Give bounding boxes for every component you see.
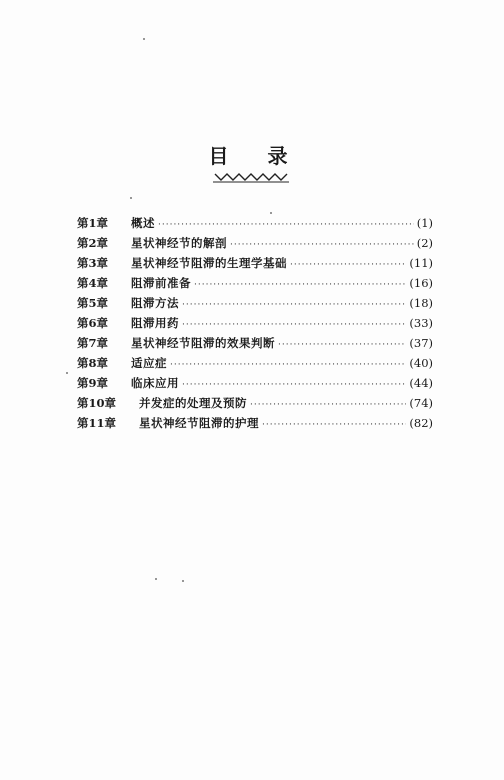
chapter-number: 第9章: [77, 376, 109, 390]
scan-speck: [270, 212, 272, 214]
toc-entry[interactable]: [77, 295, 433, 315]
toc-entry[interactable]: [77, 395, 433, 415]
chapter-title: 星状神经节的解剖: [131, 236, 227, 250]
dot-leader: [194, 280, 406, 290]
page-number: (11): [409, 256, 433, 270]
page-number: (2): [416, 236, 433, 250]
title-ornament: [213, 171, 289, 183]
dot-leader: [182, 300, 406, 310]
toc-entry[interactable]: [77, 235, 433, 255]
page-number: (16): [409, 276, 433, 290]
chapter-number: 第1章: [77, 216, 109, 230]
chapter-number: 第4章: [77, 276, 109, 290]
dot-leader: [182, 380, 406, 390]
page-number: (74): [409, 396, 433, 410]
chapter-number: 第10章: [77, 396, 117, 410]
scan-speck: [155, 578, 157, 580]
chapter-title: 阻滞前准备: [131, 276, 191, 290]
dot-leader: [290, 260, 406, 270]
toc-entry[interactable]: [77, 275, 433, 295]
chapter-title: 概述: [131, 216, 155, 230]
toc-entry[interactable]: [77, 315, 433, 335]
scan-speck: [143, 38, 145, 40]
toc-entry[interactable]: [77, 335, 433, 355]
page-number: (82): [409, 416, 433, 430]
dot-leader: [170, 360, 406, 370]
chapter-number: 第6章: [77, 316, 109, 330]
page-number: (33): [409, 316, 433, 330]
scan-speck: [182, 580, 184, 582]
chapter-number: 第5章: [77, 296, 109, 310]
chapter-number: 第2章: [77, 236, 109, 250]
toc-entry[interactable]: [77, 215, 433, 235]
chapter-number: 第7章: [77, 336, 109, 350]
chapter-number: 第11章: [77, 416, 117, 430]
toc-entry[interactable]: [77, 415, 433, 435]
chapter-title: 临床应用: [131, 376, 179, 390]
page-number: (44): [409, 376, 433, 390]
chapter-title: 星状神经节阻滞的效果判断: [131, 336, 275, 350]
toc-entry[interactable]: [77, 355, 433, 375]
scan-speck: [130, 197, 132, 199]
toc-entry[interactable]: [77, 255, 433, 275]
dot-leader: [230, 240, 414, 250]
chapter-number: 第8章: [77, 356, 109, 370]
dot-leader: [250, 400, 406, 410]
table-of-contents: [77, 215, 433, 435]
dot-leader: [158, 220, 414, 230]
chapter-title: 阻滞方法: [131, 296, 179, 310]
dot-leader: [278, 340, 406, 350]
toc-entry[interactable]: [77, 375, 433, 395]
page-title: 目 录: [208, 144, 304, 168]
dot-leader: [182, 320, 406, 330]
chapter-title: 星状神经节阻滞的护理: [139, 416, 259, 430]
page-number: (40): [409, 356, 433, 370]
chapter-title: 适应症: [131, 356, 167, 370]
chapter-title: 并发症的处理及预防: [139, 396, 247, 410]
page-number: (37): [409, 336, 433, 350]
page-number: (18): [409, 296, 433, 310]
scan-speck: [66, 372, 68, 374]
dot-leader: [262, 420, 406, 430]
page-number: (1): [416, 216, 433, 230]
chapter-title: 阻滞用药: [131, 316, 179, 330]
chapter-title: 星状神经节阻滞的生理学基础: [131, 256, 287, 270]
chapter-number: 第3章: [77, 256, 109, 270]
